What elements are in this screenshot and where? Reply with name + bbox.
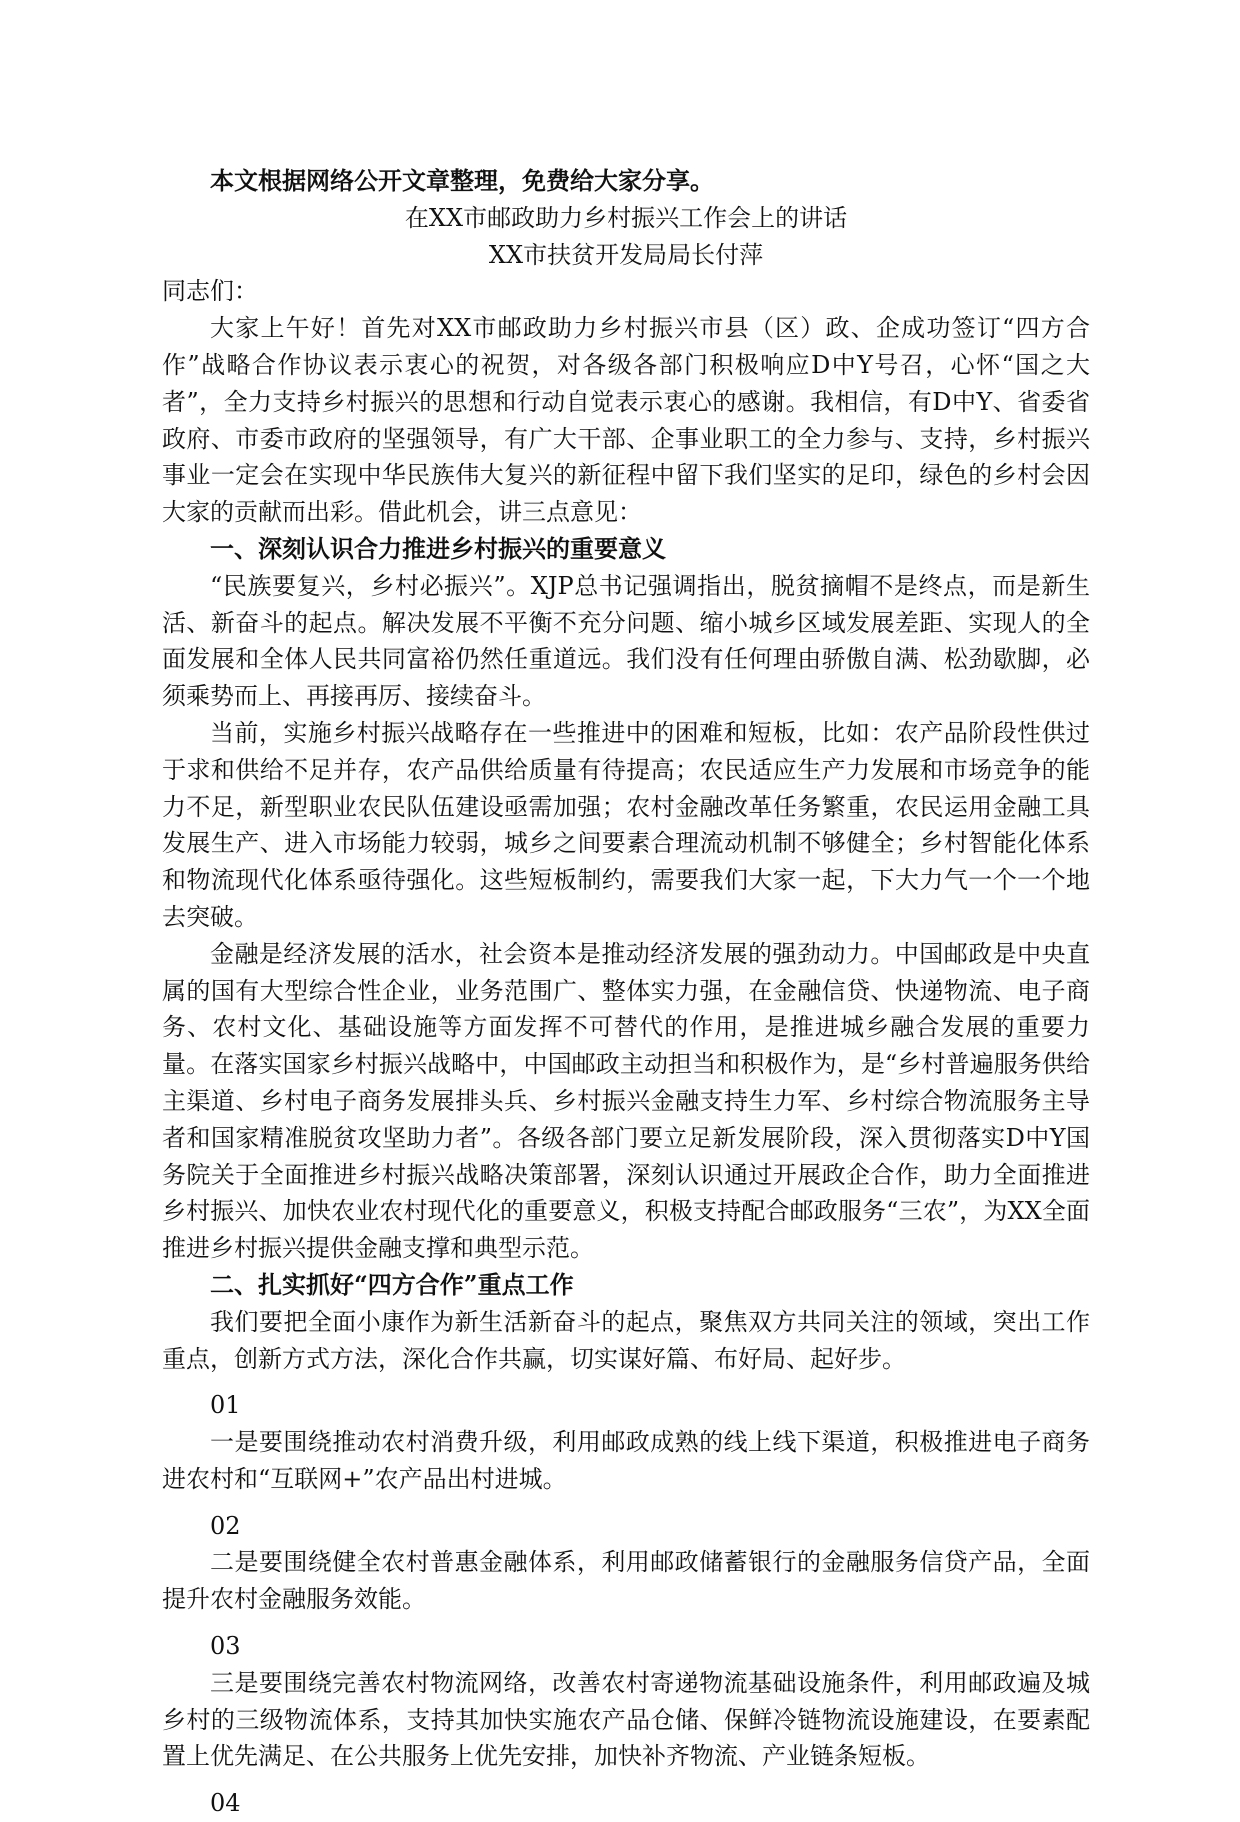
notice-line: 本文根据网络公开文章整理，免费给大家分享。: [210, 166, 714, 195]
item-number-01: 01: [210, 1391, 241, 1420]
document-body: [162, 163, 1090, 1822]
section2-intro: 我们要把全面小康作为新生活新奋斗的起点，聚焦双方共同关注的领域，突出工作重点，创新方式方法，深化合作共赢，切实谋好篇、布好局、起好步。: [162, 1307, 1090, 1373]
item-text-01: 一是要围绕推动农村消费升级，利用邮政成熟的线上线下渠道，积极推进电子商务进农村和“互联网+”农产品出村进城。: [162, 1428, 1090, 1493]
item-number-04: 04: [210, 1789, 241, 1818]
speech-title: 在XX市邮政助力乡村振兴工作会上的讲话: [404, 203, 848, 232]
item-number-03: 03: [210, 1632, 241, 1661]
section1-paragraph-1: “民族要复兴，乡村必振兴”。XJP总书记强调指出，脱贫摘帽不是终点，而是新生活、新奋斗的起点。解决发展不平衡不充分问题、缩小城乡区域发展差距、实现人的全面发展和全体人民共同富裕仍然任重道远。我们没有任何理由骄傲自满、松劲歇脚，必须乘势而上、再接再厉、接续奋斗。: [162, 571, 1090, 711]
section1-paragraph-3: 金融是经济发展的活水，社会资本是推动经济发展的强劲动力。中国邮政是中央直属的国有大型综合性企业，业务范围广、整体实力强，在金融信贷、快递物流、电子商务、农村文化、基础设施等方面发挥不可替代的作用，是推进城乡融合发展的重要力量。在落实国家乡村振兴战略中，中国邮政主动担当和积极作为，是“乡村普遍服务供给主渠道、乡村电子商务发展排头兵、乡村振兴金融支持生力军、乡村综合物流服务主导者和国家精准脱贫攻坚助力者”。各级各部门要立足新发展阶段，深入贯彻落实D中Y国务院关于全面推进乡村振兴战略决策部署，深刻认识通过开展政企合作，助力全面推进乡村振兴、加快农业农村现代化的重要意义，积极支持配合邮政服务“三农”，为XX全面推进乡村振兴提供金融支撑和典型示范。: [162, 939, 1090, 1263]
speaker-byline: XX市扶贫开发局局长付萍: [488, 240, 764, 269]
intro-paragraph: 大家上午好！首先对XX市邮政助力乡村振兴市县（区）政、企成功签订“四方合作”战略合作协议表示衷心的祝贺，对各级各部门积极响应D中Y号召，心怀“国之大者”，全力支持乡村振兴的思想和行动自觉表示衷心的感谢。我相信，有D中Y、省委省政府、市委市政府的坚强领导，有广大干部、企事业职工的全力参与、支持，乡村振兴事业一定会在实现中华民族伟大复兴的新征程中留下我们坚实的足印，绿色的乡村会因大家的贡献而出彩。借此机会，讲三点意见：: [162, 314, 1090, 527]
section2-heading: 二、扎实抓好“四方合作”重点工作: [210, 1269, 574, 1299]
section1-heading: 一、深刻认识合力推进乡村振兴的重要意义: [210, 533, 666, 563]
item-text-02: 二是要围绕健全农村普惠金融体系，利用邮政储蓄银行的金融服务信贷产品，全面提升农村金融服务效能。: [162, 1548, 1090, 1614]
item-text-03: 三是要围绕完善农村物流网络，改善农村寄递物流基础设施条件，利用邮政遍及城乡村的三级物流体系，支持其加快实施农产品仓储、保鲜冷链物流设施建设，在要素配置上优先满足、在公共服务上优先安排，加快补齐物流、产业链条短板。: [162, 1668, 1090, 1771]
salutation: 同志们：: [162, 277, 258, 306]
item-number-02: 02: [210, 1511, 241, 1540]
section1-paragraph-2: 当前，实施乡村振兴战略存在一些推进中的困难和短板，比如：农产品阶段性供过于求和供给不足并存，农产品供给质量有待提高；农民适应生产力发展和市场竞争的能力不足，新型职业农民队伍建设亟需加强；农村金融改革任务繁重，农民运用金融工具发展生产、进入市场能力较弱，城乡之间要素合理流动机制不够健全；乡村智能化体系和物流现代化体系亟待强化。这些短板制约，需要我们大家一起，下大力气一个一个地去突破。: [162, 718, 1090, 931]
